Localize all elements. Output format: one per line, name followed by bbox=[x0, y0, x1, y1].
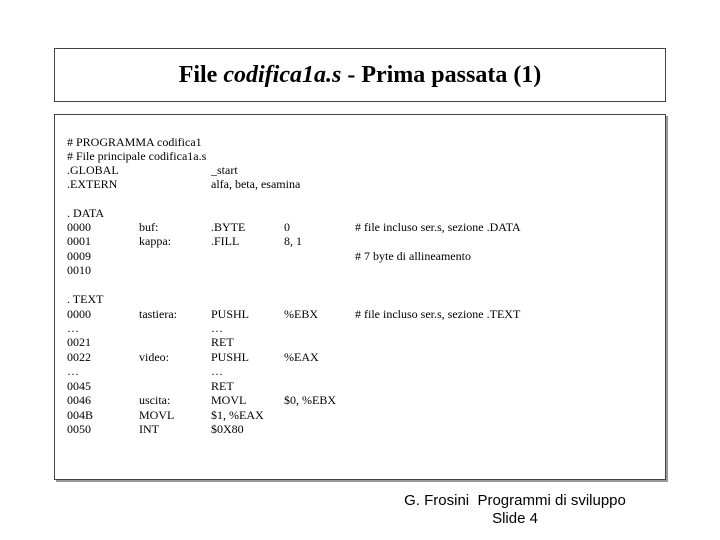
data-row-arg: 8, 1 bbox=[284, 234, 302, 248]
text-row-op: RET bbox=[211, 379, 234, 393]
data-row-addr: 0000 bbox=[67, 220, 91, 234]
header-comment-1: # PROGRAMMA codifica1 bbox=[67, 135, 202, 149]
title-filename: codifica1a.s bbox=[223, 61, 342, 88]
footer-author-course: G. Frosini Programmi di sviluppo bbox=[404, 492, 626, 509]
slide-title bbox=[54, 48, 666, 102]
text-row-addr: … bbox=[67, 364, 79, 378]
directive-global-value: _start bbox=[211, 163, 238, 177]
text-section-header: . TEXT bbox=[67, 292, 104, 306]
text-row-addr: … bbox=[67, 321, 79, 335]
data-section-header: . DATA bbox=[67, 206, 105, 220]
footer-slide-number: Slide 4 bbox=[492, 510, 538, 527]
text-row-op: $1, %EAX bbox=[211, 408, 264, 422]
data-row-comment: # file incluso ser.s, sezione .DATA bbox=[355, 220, 521, 234]
header-comment-2: # File principale codifica1a.s bbox=[67, 149, 207, 163]
title-prefix: File bbox=[178, 61, 224, 88]
directive-global-name: .GLOBAL bbox=[67, 163, 119, 177]
title-suffix: - Prima passata (1) bbox=[341, 61, 542, 88]
text-row-op: … bbox=[211, 321, 223, 335]
data-row-label: kappa: bbox=[139, 234, 171, 248]
data-row-label: buf: bbox=[139, 220, 159, 234]
text-row-label: tastiera: bbox=[139, 307, 177, 321]
directive-extern-name: .EXTERN bbox=[67, 177, 118, 191]
text-row-label: INT bbox=[139, 422, 159, 436]
data-row-comment: # 7 byte di allineamento bbox=[355, 249, 471, 263]
data-row-arg: 0 bbox=[284, 220, 290, 234]
data-row-addr: 0010 bbox=[67, 263, 91, 277]
data-row-op: .FILL bbox=[211, 234, 240, 248]
text-row-op: RET bbox=[211, 335, 234, 349]
text-row-addr: 0021 bbox=[67, 335, 91, 349]
text-row-addr: 0022 bbox=[67, 350, 91, 364]
text-row-addr: 0000 bbox=[67, 307, 91, 321]
text-row-addr: 0046 bbox=[67, 393, 91, 407]
directive-extern-value: alfa, beta, esamina bbox=[211, 177, 301, 191]
data-row-addr: 0001 bbox=[67, 234, 91, 248]
text-row-label: uscita: bbox=[139, 393, 171, 407]
text-row-label: video: bbox=[139, 350, 169, 364]
data-row-addr: 0009 bbox=[67, 249, 91, 263]
text-row-op: PUSHL bbox=[211, 307, 250, 321]
text-row-arg: $0, %EBX bbox=[284, 393, 336, 407]
text-row-addr: 004B bbox=[67, 408, 94, 422]
slide-footer bbox=[390, 492, 640, 528]
text-row-label: MOVL bbox=[139, 408, 175, 422]
text-row-op: … bbox=[211, 364, 223, 378]
text-row-arg: %EBX bbox=[284, 307, 318, 321]
text-row-addr: 0045 bbox=[67, 379, 91, 393]
text-row-comment: # file incluso ser.s, sezione .TEXT bbox=[355, 307, 521, 321]
text-row-op: MOVL bbox=[211, 393, 247, 407]
text-row-op: PUSHL bbox=[211, 350, 250, 364]
text-row-op: $0X80 bbox=[211, 422, 244, 436]
data-row-op: .BYTE bbox=[211, 220, 246, 234]
code-listing-box bbox=[54, 114, 666, 480]
text-row-arg: %EAX bbox=[284, 350, 319, 364]
text-row-addr: 0050 bbox=[67, 422, 91, 436]
